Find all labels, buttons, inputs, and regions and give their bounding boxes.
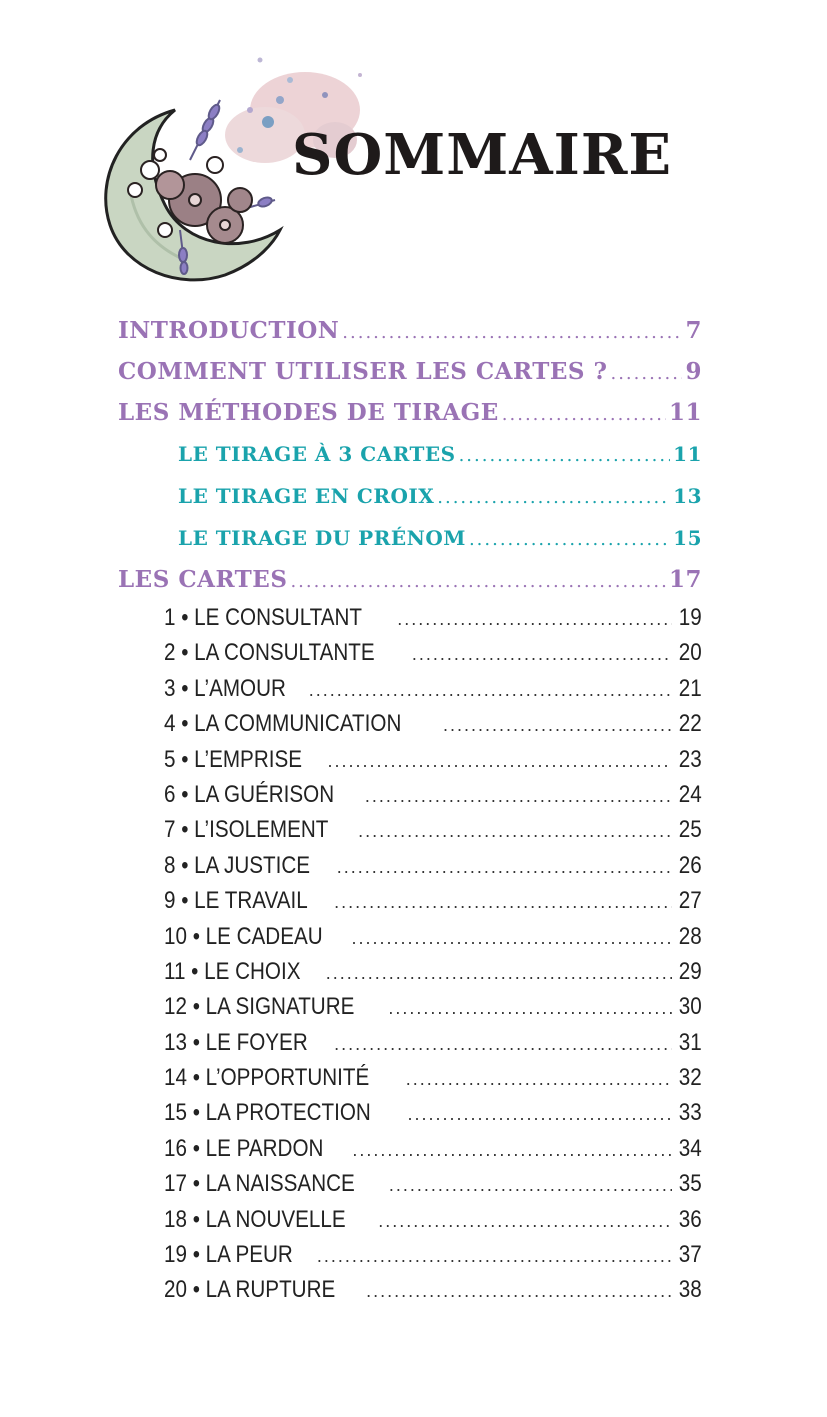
toc-page-number: 13 [673, 484, 702, 508]
toc-page-number: 22 [679, 710, 702, 738]
toc-page-number: 35 [679, 1170, 702, 1198]
page-header [0, 0, 827, 300]
toc-card-entry[interactable] [118, 600, 702, 635]
leader-dots [334, 1027, 672, 1060]
toc-section-label: LES CARTES [118, 566, 288, 593]
leader-dots [334, 885, 672, 918]
toc-card-entry[interactable] [118, 848, 702, 883]
toc-page-number: 11 [673, 442, 702, 466]
toc-subsection-label: LE TIRAGE EN CROIX [178, 484, 435, 508]
toc-page-number: 33 [679, 1099, 702, 1127]
toc-page-number: 15 [673, 526, 702, 550]
leader-dots [437, 477, 670, 517]
leader-dots [397, 602, 672, 635]
leader-dots [342, 312, 682, 351]
page-title: SOMMAIRE [292, 122, 673, 188]
leader-dots [327, 744, 672, 777]
toc-card-label: 12 • LA SIGNATURE [164, 993, 355, 1021]
toc-subsection[interactable] [118, 517, 702, 559]
toc-subsection-label: LE TIRAGE DU PRÉNOM [178, 526, 466, 550]
toc-page-number: 21 [679, 674, 702, 702]
toc-card-label: 3 • L’AMOUR [164, 674, 286, 702]
leader-dots [337, 850, 673, 883]
leader-dots [352, 1133, 672, 1166]
toc-page-number: 7 [685, 317, 702, 344]
toc-card-entry[interactable] [118, 1166, 702, 1201]
leader-dots [351, 921, 672, 954]
toc-subsection[interactable] [118, 433, 702, 475]
toc-page-number: 17 [668, 566, 702, 593]
toc-page-number: 34 [679, 1134, 702, 1162]
leader-dots [389, 1168, 672, 1201]
leader-dots [326, 956, 673, 989]
toc-page-number: 9 [685, 358, 702, 385]
toc-card-entry[interactable] [118, 671, 702, 706]
toc-card-label: 6 • LA GUÉRISON [164, 780, 335, 808]
leader-dots [290, 561, 666, 600]
leader-dots [406, 1062, 673, 1095]
leader-dots [407, 1097, 672, 1130]
leader-dots [309, 673, 673, 706]
toc-section[interactable] [118, 310, 702, 351]
toc-section-label: INTRODUCTION [118, 317, 340, 344]
toc-page-number: 28 [679, 922, 702, 950]
leader-dots [366, 1274, 672, 1307]
leader-dots [502, 394, 666, 433]
toc-section[interactable] [118, 351, 702, 392]
toc-card-label: 11 • LE CHOIX [164, 957, 301, 985]
toc-card-entry[interactable] [118, 742, 702, 777]
toc-page-number: 31 [679, 1028, 702, 1056]
toc-page-number: 30 [679, 993, 702, 1021]
toc-page-number: 27 [679, 887, 702, 915]
toc-card-label: 14 • L’OPPORTUNITÉ [164, 1064, 370, 1092]
leader-dots [365, 779, 672, 812]
toc-card-entry[interactable] [118, 1272, 702, 1307]
toc-card-label: 8 • LA JUSTICE [164, 851, 311, 879]
toc-section-label: LES MÉTHODES DE TIRAGE [118, 399, 499, 426]
leader-dots [358, 814, 672, 847]
toc-card-entry[interactable] [118, 989, 702, 1024]
toc-page-number: 36 [679, 1205, 702, 1233]
toc-card-label: 10 • LE CADEAU [164, 922, 323, 950]
toc-card-label: 15 • LA PROTECTION [164, 1099, 371, 1127]
leader-dots [388, 991, 672, 1024]
toc-card-label: 5 • L’EMPRISE [164, 745, 303, 773]
leader-dots [378, 1204, 672, 1237]
toc-card-entry[interactable] [118, 954, 702, 989]
toc-page-number: 32 [679, 1064, 702, 1092]
leader-dots [317, 1239, 672, 1272]
table-of-contents [118, 310, 702, 1308]
toc-card-entry[interactable] [118, 1237, 702, 1272]
leader-dots [443, 708, 672, 741]
toc-card-label: 7 • L’ISOLEMENT [164, 816, 329, 844]
toc-card-label: 9 • LE TRAVAIL [164, 887, 308, 915]
toc-page-number: 37 [679, 1241, 702, 1269]
toc-page-number: 23 [679, 745, 702, 773]
toc-card-entry[interactable] [118, 706, 702, 741]
toc-card-label: 16 • LE PARDON [164, 1134, 324, 1162]
toc-subsection[interactable] [118, 475, 702, 517]
toc-card-label: 20 • LA RUPTURE [164, 1276, 336, 1304]
toc-page-number: 38 [679, 1276, 702, 1304]
toc-subsection-label: LE TIRAGE À 3 CARTES [178, 442, 456, 466]
toc-card-entry[interactable] [118, 919, 702, 954]
toc-page-number: 26 [679, 851, 702, 879]
toc-section-label: COMMENT UTILISER LES CARTES ? [118, 358, 608, 385]
toc-section[interactable] [118, 392, 702, 433]
toc-card-label: 4 • LA COMMUNICATION [164, 710, 402, 738]
toc-card-label: 17 • LA NAISSANCE [164, 1170, 355, 1198]
toc-card-entry[interactable] [118, 1095, 702, 1130]
toc-page-number: 25 [679, 816, 702, 844]
toc-card-label: 2 • LA CONSULTANTE [164, 639, 375, 667]
toc-page-number: 24 [679, 780, 702, 808]
toc-card-entry[interactable] [118, 635, 702, 670]
toc-page-number: 29 [679, 957, 702, 985]
toc-card-entry[interactable] [118, 1131, 702, 1166]
cards-list [118, 600, 702, 1308]
leader-dots [469, 519, 670, 559]
toc-card-label: 19 • LA PEUR [164, 1241, 293, 1269]
toc-card-entry[interactable] [118, 1025, 702, 1060]
leader-dots [412, 637, 672, 670]
toc-section[interactable] [118, 559, 702, 600]
toc-card-label: 18 • LA NOUVELLE [164, 1205, 346, 1233]
leader-dots [610, 353, 682, 392]
toc-page-number: 19 [679, 604, 702, 631]
toc-card-label: 1 • LE CONSULTANT [164, 604, 363, 631]
toc-card-entry[interactable] [118, 777, 702, 812]
leader-dots [459, 435, 671, 475]
toc-page-number: 11 [668, 399, 702, 426]
toc-card-entry[interactable] [118, 1202, 702, 1237]
toc-card-entry[interactable] [118, 883, 702, 918]
toc-card-label: 13 • LE FOYER [164, 1028, 308, 1056]
toc-page-number: 20 [679, 639, 702, 667]
toc-card-entry[interactable] [118, 812, 702, 847]
toc-card-entry[interactable] [118, 1060, 702, 1095]
